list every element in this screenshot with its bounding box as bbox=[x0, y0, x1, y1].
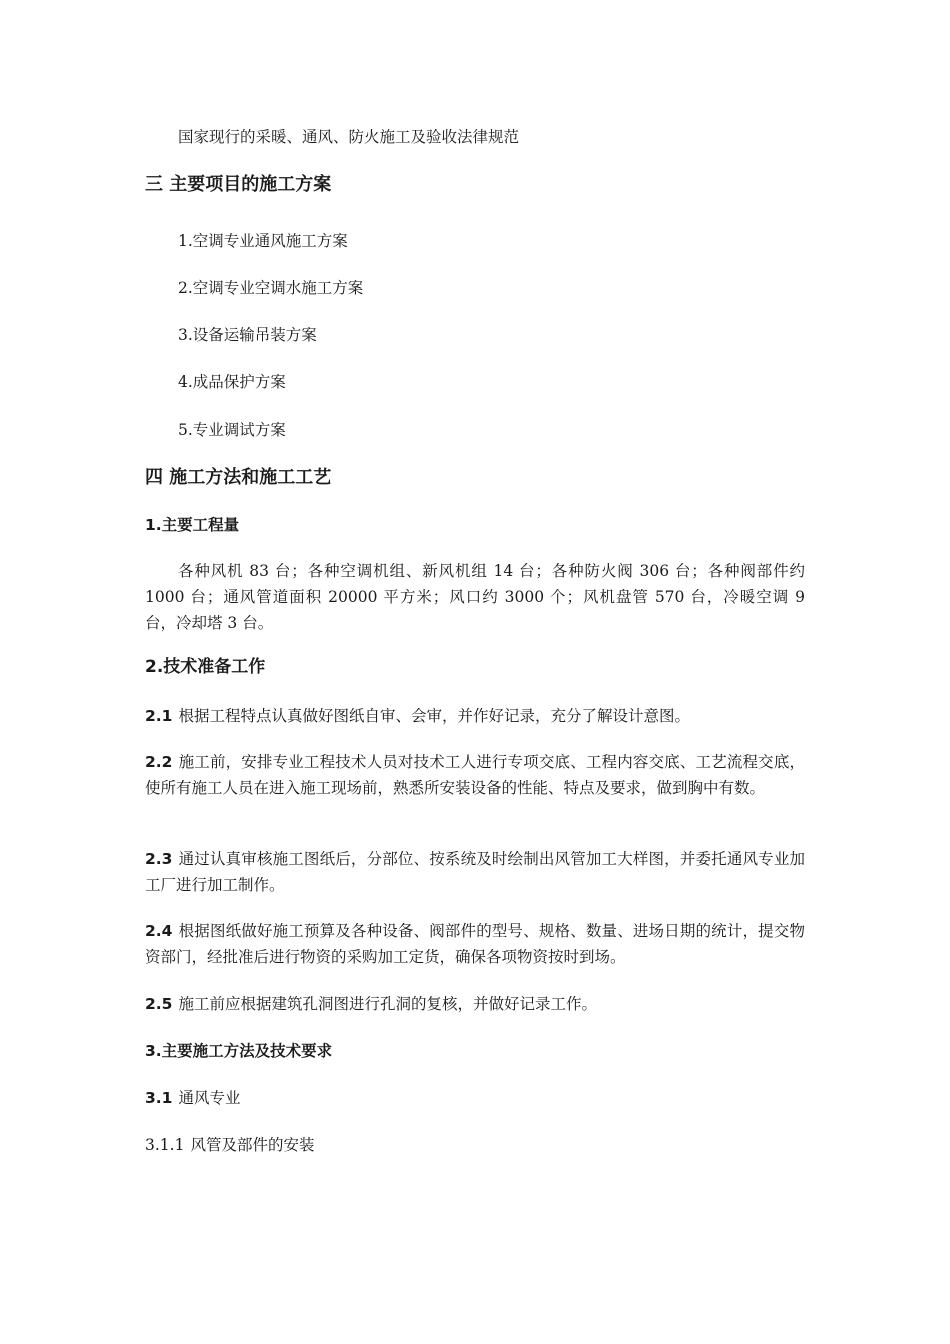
item-2-5-text: 施工前应根据建筑孔洞图进行孔洞的复核，并做好记录工作。 bbox=[178, 995, 597, 1013]
section-4-heading: 四 施工方法和施工工艺 bbox=[145, 467, 332, 488]
item-2-5-number: 2.5 bbox=[145, 995, 173, 1013]
item-2-3-text: 通过认真审核施工图纸后，分部位、按系统及时绘制出风管加工大样图，并委托通风专业加工厂进行加工制作。 bbox=[145, 850, 805, 894]
section-3-item-3: 3.设备运输吊装方案 bbox=[178, 326, 317, 344]
item-2-4-number: 2.4 bbox=[145, 922, 173, 940]
item-2-3-number: 2.3 bbox=[145, 850, 173, 868]
item-2-2-text: 施工前，安排专业工程技术人员对技术工人进行专项交底、工程内容交底、工艺流程交底，使所有施工人员在进入施工现场前，熟悉所安装设备的性能、特点及要求，做到胸中有数。 bbox=[145, 753, 805, 797]
item-2-2 bbox=[145, 749, 805, 801]
intro-line: 国家现行的采暖、通风、防火施工及验收法律规范 bbox=[178, 128, 520, 146]
subsection-4-1-heading: 1.主要工程量 bbox=[145, 516, 240, 534]
section-3-heading: 三 主要项目的施工方案 bbox=[145, 174, 332, 195]
item-3-1-number: 3.1 bbox=[145, 1089, 173, 1107]
item-2-2-number: 2.2 bbox=[145, 753, 173, 771]
item-2-3 bbox=[145, 846, 805, 898]
subsection-4-2-heading: 2.技术准备工作 bbox=[145, 657, 266, 677]
item-3-1 bbox=[145, 1088, 240, 1108]
item-2-4 bbox=[145, 918, 805, 970]
section-3-item-1: 1.空调专业通风施工方案 bbox=[178, 232, 348, 250]
section-3-item-2: 2.空调专业空调水施工方案 bbox=[178, 279, 364, 297]
item-3-1-text: 通风专业 bbox=[178, 1089, 241, 1107]
item-2-5 bbox=[145, 991, 805, 1017]
item-3-1-1-text: 风管及部件的安装 bbox=[190, 1136, 315, 1154]
section-3-item-5: 5.专业调试方案 bbox=[178, 421, 286, 439]
workload-paragraph: 各种风机 83 台；各种空调机组、新风机组 14 台；各种防火阀 306 台；各种阀部件约 1000 台；通风管道面积 20000 平方米；风口约 3000 个；风机盘管 570 台，冷暖空调 9 台，冷却塔 3 台。 bbox=[145, 562, 805, 632]
item-3-1-1 bbox=[145, 1135, 314, 1155]
item-2-4-text: 根据图纸做好施工预算及各种设备、阀部件的型号、规格、数量、进场日期的统计，提交物资部门，经批准后进行物资的采购加工定货，确保各项物资按时到场。 bbox=[145, 922, 805, 966]
item-2-1 bbox=[145, 703, 805, 729]
item-2-1-text: 根据工程特点认真做好图纸自审、会审，并作好记录，充分了解设计意图。 bbox=[178, 707, 690, 725]
subsection-4-3-heading: 3.主要施工方法及技术要求 bbox=[145, 1042, 333, 1060]
item-2-1-number: 2.1 bbox=[145, 707, 173, 725]
item-3-1-1-number: 3.1.1 bbox=[145, 1136, 185, 1154]
section-3-item-4: 4.成品保护方案 bbox=[178, 373, 286, 391]
